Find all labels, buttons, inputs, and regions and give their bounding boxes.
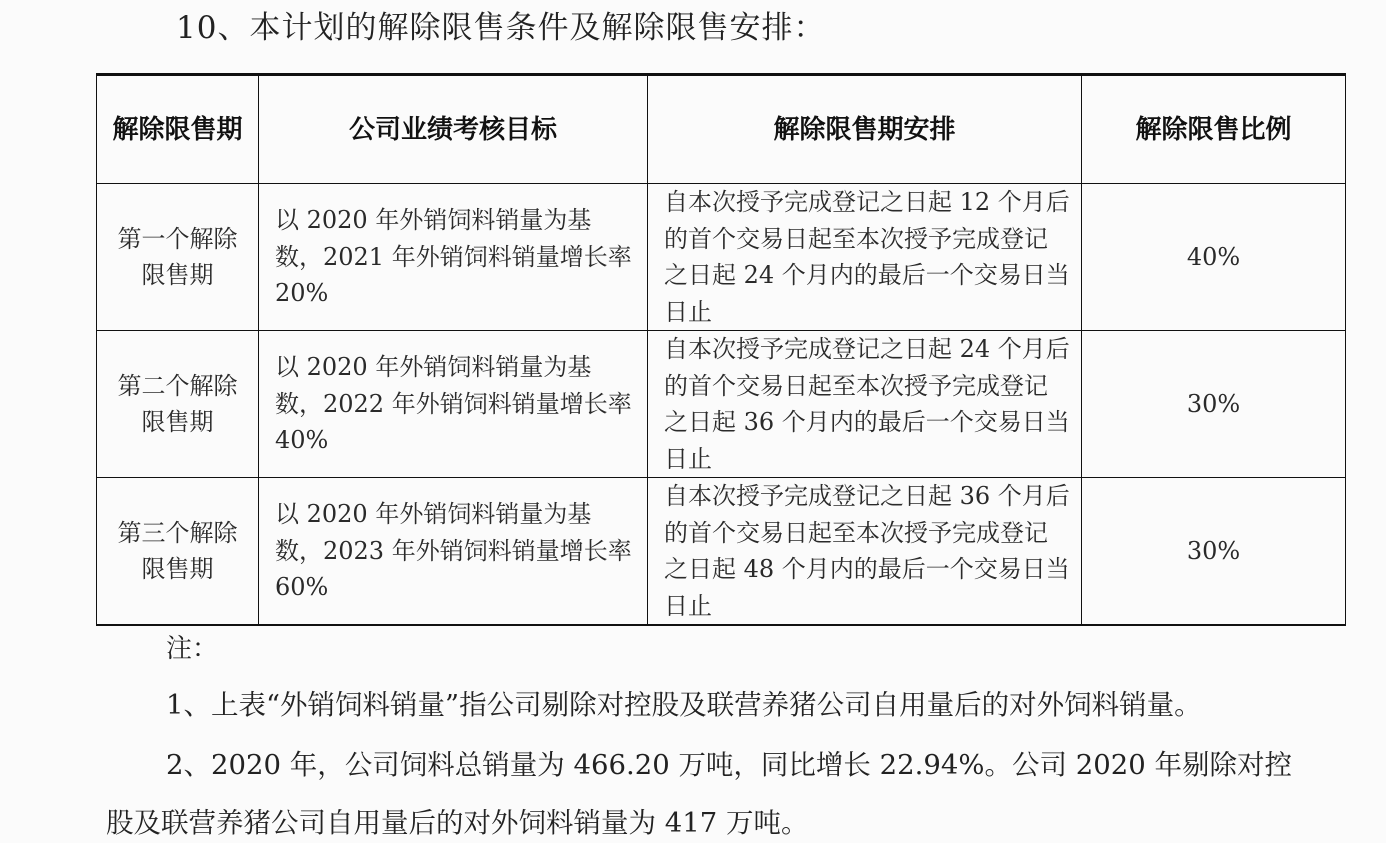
cell-arrangement: 自本次授予完成登记之日起 12 个月后的首个交易日起至本次授予完成登记之日起 24 个月内的最后一个交易日当日止 [648,184,1082,331]
cell-arrangement: 自本次授予完成登记之日起 24 个月后的首个交易日起至本次授予完成登记之日起 36 个月内的最后一个交易日当日止 [648,331,1082,478]
header-arrangement: 解除限售期安排 [648,75,1082,184]
cell-target: 以 2020 年外销饲料销量为基数，2023 年外销饲料销量增长率 60% [259,478,648,626]
cell-target: 以 2020 年外销饲料销量为基数，2021 年外销饲料销量增长率 20% [259,184,648,331]
cell-ratio: 30% [1082,478,1346,626]
table-row [97,478,1346,626]
note-item-2-continued: 股及联营养猪公司自用量后的对外饲料销量为 417 万吨。 [106,807,809,839]
unlock-schedule-table [96,73,1346,626]
cell-ratio: 40% [1082,184,1346,331]
header-period: 解除限售期 [97,75,259,184]
cell-ratio: 30% [1082,331,1346,478]
cell-target: 以 2020 年外销饲料销量为基数，2022 年外销饲料销量增长率 40% [259,331,648,478]
cell-period: 第二个解除限售期 [97,331,259,478]
table-row [97,184,1346,331]
notes-label: 注： [166,634,219,664]
section-heading: 10、本计划的解除限售条件及解除限售安排： [176,10,826,46]
note-item-2: 2、2020 年，公司饲料总销量为 466.20 万吨，同比增长 22.94%。公司 2020 年剔除对控 [166,749,1292,781]
cell-period: 第三个解除限售期 [97,478,259,626]
note-item-1: 1、上表“外销饲料销量”指公司剔除对控股及联营养猪公司自用量后的对外饲料销量。 [166,689,1202,721]
cell-arrangement: 自本次授予完成登记之日起 36 个月后的首个交易日起至本次授予完成登记之日起 48 个月内的最后一个交易日当日止 [648,478,1082,626]
table-row [97,331,1346,478]
cell-period: 第一个解除限售期 [97,184,259,331]
header-ratio: 解除限售比例 [1082,75,1346,184]
table-header-row [97,75,1346,184]
header-target: 公司业绩考核目标 [259,75,648,184]
